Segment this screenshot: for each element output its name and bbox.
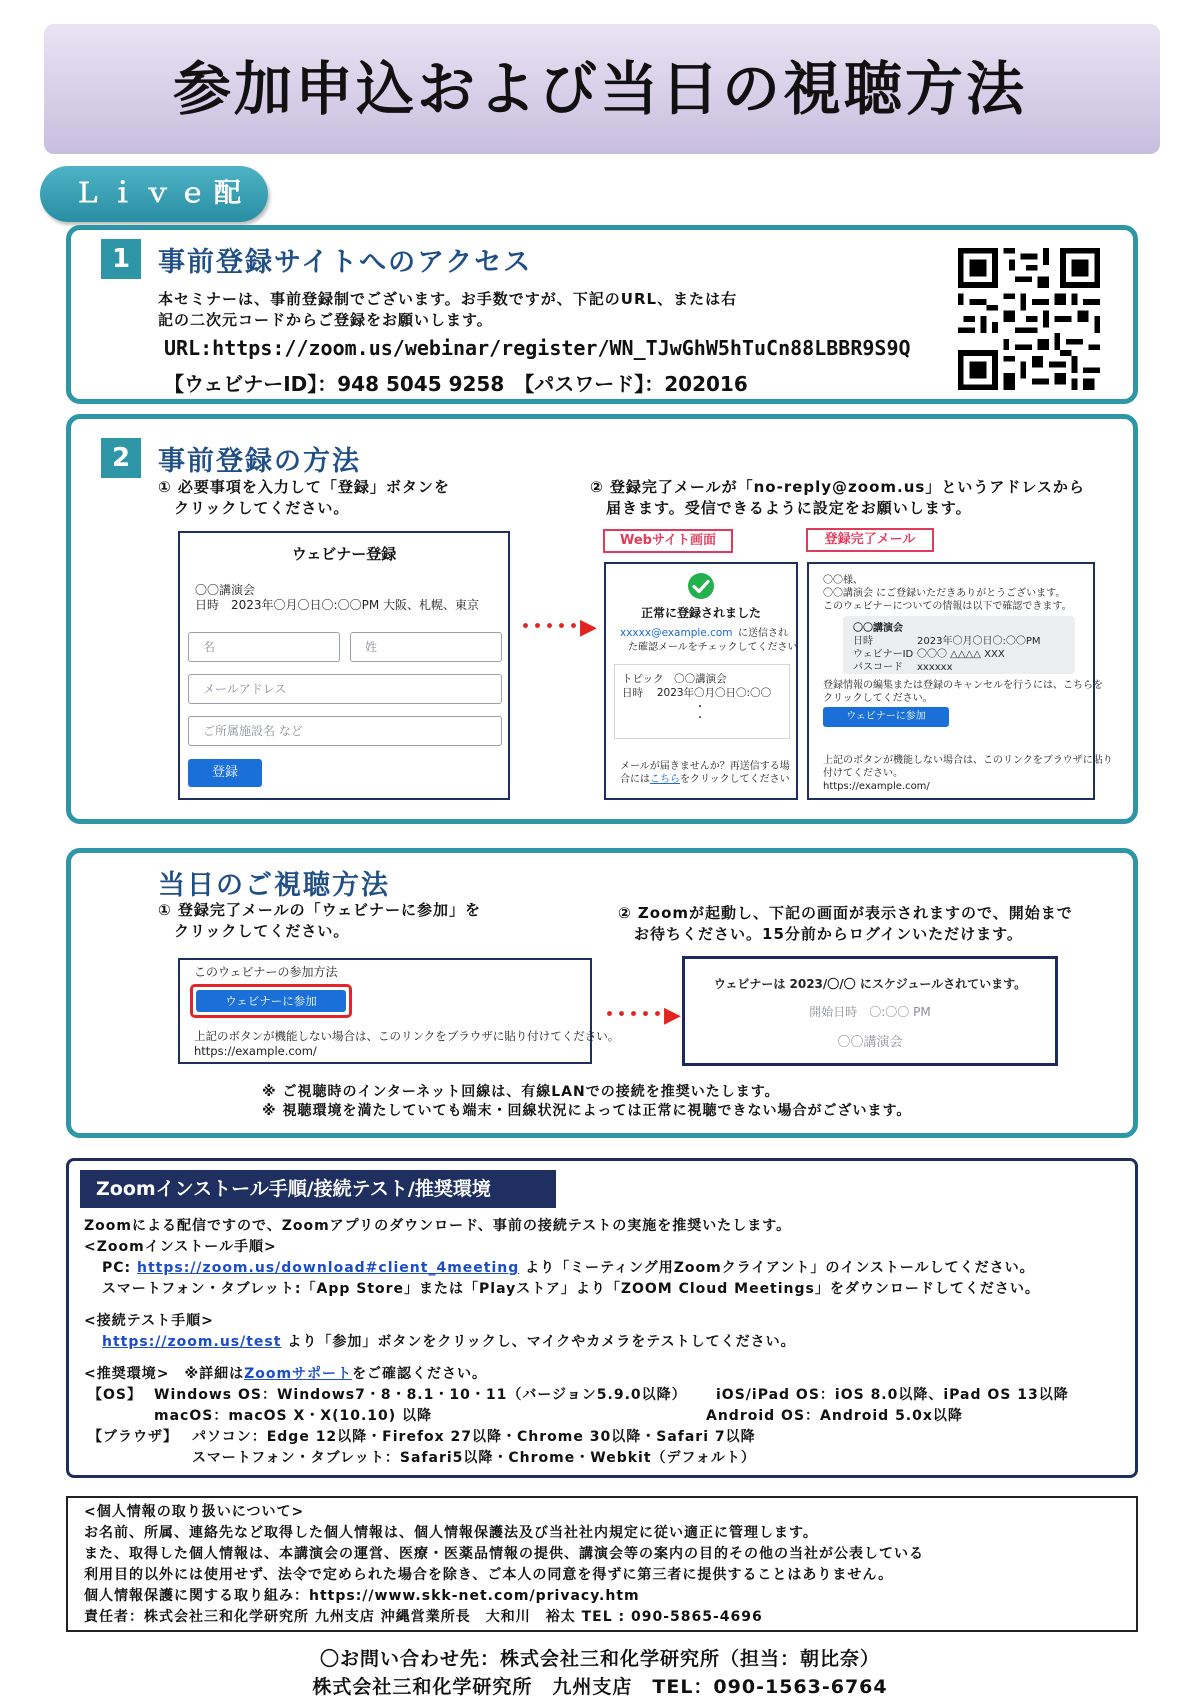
- web-screen-mock: [604, 562, 798, 800]
- os-ios: iOS/iPad OS：iOS 8.0以降、iPad OS 13以降: [716, 1387, 1069, 1403]
- arrow-icon: ･････▶: [604, 1003, 682, 1028]
- join-fallback-url[interactable]: https://example.com/: [194, 1044, 317, 1058]
- step-text: クリックしてください。: [158, 499, 350, 517]
- intro-text: 本セミナーは、事前登録制でございます。お手数ですが、下記のURL、または右: [158, 290, 738, 308]
- web-dots: ・: [695, 702, 705, 713]
- privacy-text: 利用目的以外には使用せず、法令で定められた場合を除き、ご本人の同意を得ずに第三者に提供することはありません。: [84, 1567, 894, 1583]
- env-heading: <推奨環境> ※詳細は: [84, 1366, 245, 1382]
- sp-install-line: スマートフォン・タブレット:「App Store」または「Playストア」より「ZOOM Cloud Meetings」をダウンロードしてください。: [102, 1281, 1040, 1297]
- browser-label: 【ブラウザ】: [88, 1429, 178, 1445]
- mail-tag: 登録完了メール: [806, 528, 934, 552]
- privacy-text: 個人情報保護に関する取り組み：https://www.skk-net.com/privacy.htm: [84, 1588, 640, 1604]
- zoom-scheduled-text: ウェビナーは 2023/〇/〇 にスケジュールされています。: [713, 977, 1027, 991]
- last-name-field[interactable]: 姓: [350, 632, 502, 662]
- mail-cancel-text: クリックしてください。: [823, 693, 933, 704]
- pc-label: PC:: [102, 1260, 132, 1276]
- env-heading-rest: をご確認ください。: [352, 1366, 488, 1382]
- env-heading-line: [84, 1364, 487, 1385]
- mail-thanks: 〇〇講演会 にご登録いただきありがとうございます。: [823, 588, 1066, 599]
- contact-line: 〇お問い合わせ先：株式会社三和化学研究所（担当：朝比奈）: [319, 1648, 880, 1670]
- mail-fallback-text: 上記のボタンが機能しない場合は、このリンクをブラウザに貼り: [823, 755, 1113, 766]
- os-android: Android OS：Android 5.0x以降: [706, 1408, 963, 1424]
- email-field[interactable]: メールアドレス: [188, 674, 502, 704]
- os-windows: Windows OS：Windows7・8・8.1・10・11（バージョン5.9.0以降）: [154, 1387, 687, 1403]
- mail-join-button[interactable]: ウェビナーに参加: [823, 707, 949, 727]
- form-date: 日時 2023年〇月〇日〇:〇〇PM 大阪、札幌、東京: [195, 598, 479, 612]
- intro-text: 記の二次元コードからご登録をお願いします。: [158, 311, 493, 329]
- browser-pc: パソコン：Edge 12以降・Firefox 27以降・Chrome 30以降・Safari 7以降: [192, 1429, 756, 1445]
- mail-fallback-url[interactable]: https://example.com/: [823, 781, 930, 792]
- section-title: 当日のご視聴方法: [158, 870, 390, 901]
- mail-date-label: 日時: [853, 636, 873, 647]
- mail-mock: [807, 562, 1113, 800]
- viewing-note: ※ ご視聴時のインターネット回線は、有線LANでの接続を推奨いたします。: [262, 1084, 780, 1100]
- live-tag: Ｌｉｖｅ配: [40, 166, 268, 222]
- pc-install-line: [102, 1258, 1035, 1279]
- section-title: 事前登録の方法: [158, 446, 361, 477]
- web-resend-link[interactable]: こちら: [650, 774, 680, 785]
- web-sent-text: に送信され: [738, 628, 788, 639]
- os-mac: macOS：macOS X・X(10.10) 以降: [154, 1408, 433, 1424]
- mail-id-label: ウェビナーID: [853, 649, 914, 660]
- install-heading: <Zoomインストール手順>: [84, 1239, 277, 1255]
- section-number: 1: [101, 239, 141, 279]
- facility-field[interactable]: ご所属施設名 など: [188, 716, 502, 746]
- pc-install-text: より「ミーティング用Zoomクライアント」のインストールしてください。: [525, 1260, 1035, 1276]
- zoom-support-link[interactable]: Zoomサポート: [244, 1366, 353, 1382]
- privacy-text: また、取得した個人情報は、本講演会の運営、医療・医薬品情報の提供、講演会等の案内の目的その他の当社が公表している: [84, 1546, 924, 1562]
- section-title: 事前登録サイトへのアクセス: [158, 247, 533, 278]
- webinar-id: 【ウェビナーID】：948 5045 9258 【パスワード】：202016: [164, 372, 748, 396]
- zoom-waiting-screen: [682, 956, 1058, 1066]
- browser-sp: スマートフォン・タブレット：Safari5以降・Chrome・Webkit（デフォルト）: [192, 1450, 756, 1466]
- mail-fallback-text: 付けてください。: [823, 768, 903, 779]
- mail-date-value: 2023年〇月〇日〇:〇〇PM: [917, 636, 1041, 647]
- web-resend-suffix: をクリックしてください: [680, 774, 790, 785]
- web-resend-prefix: 合には: [620, 774, 650, 785]
- step-text: 届きます。受信できるように設定をお願いします。: [590, 499, 972, 517]
- mail-info: このウェビナーについての情報は以下で確認できます。: [823, 601, 1072, 612]
- first-name-field[interactable]: 名: [188, 632, 340, 662]
- step-text: ② 登録完了メールが「no-reply@zoom.us」というアドレスから: [590, 478, 1085, 496]
- web-status: 正常に登録されました: [640, 606, 761, 620]
- install-intro: Zoomによる配信ですので、Zoomアプリのダウンロード、事前の接続テストの実施を推奨いたします。: [84, 1218, 792, 1234]
- join-fallback-text: 上記のボタンが機能しない場合は、このリンクをブラウザに貼り付けてください。: [194, 1029, 620, 1043]
- web-screen-tag: Webサイト画面: [603, 529, 733, 553]
- web-email-link[interactable]: xxxxx@example.com: [620, 627, 733, 639]
- mail-pass-label: パスコード: [853, 662, 903, 673]
- join-heading: このウェビナーの参加方法: [194, 965, 338, 979]
- step-text: クリックしてください。: [158, 922, 350, 940]
- form-event: 〇〇講演会: [195, 583, 256, 597]
- web-sent-text: た確認メールをチェックしてください: [628, 642, 798, 653]
- step-text: ② Zoomが起動し、下記の画面が表示されますので、開始まで: [618, 904, 1073, 922]
- arrow-icon: ･････▶: [520, 615, 598, 640]
- mail-id-value: 〇〇〇 △△△△ XXX: [917, 649, 1005, 660]
- mail-event: 〇〇講演会: [853, 623, 903, 634]
- os-label: 【OS】: [88, 1387, 142, 1403]
- test-line: [102, 1332, 796, 1353]
- join-webinar-button[interactable]: ウェビナーに参加: [196, 990, 346, 1012]
- viewing-note: ※ 視聴環境を満たしていても端末・回線状況によっては正常に視聴できない場合がございます。: [262, 1103, 912, 1119]
- privacy-text: お名前、所属、連絡先など取得した個人情報は、個人情報保護法及び当社社内規定に従い適正に管理します。: [84, 1525, 818, 1541]
- zoom-test-link[interactable]: https://zoom.us/test: [102, 1334, 282, 1350]
- join-instructions-box: [178, 958, 620, 1064]
- privacy-heading: <個人情報の取り扱いについて>: [84, 1504, 305, 1520]
- mail-pass-value: xxxxxx: [917, 662, 953, 673]
- zoom-start-time: 開始日時 〇:〇〇 PM: [809, 1005, 931, 1019]
- privacy-text: 責任者：株式会社三和化学研究所 九州支店 沖縄営業所長 大和川 裕太 TEL : 090-5865-4696: [84, 1609, 763, 1625]
- page-title: 参加申込および当日の視聴方法: [172, 55, 1027, 123]
- contact-line: 株式会社三和化学研究所 九州支店 TEL：090-1563-6764: [312, 1676, 888, 1698]
- test-heading: <接続テスト手順>: [84, 1313, 214, 1329]
- form-title: ウェビナー登録: [291, 545, 397, 563]
- step-text: ① 登録完了メールの「ウェビナーに参加」を: [158, 901, 482, 919]
- section-number: 2: [101, 438, 141, 478]
- zoom-event-name: 〇〇講演会: [837, 1035, 903, 1050]
- step-text: ① 必要事項を入力して「登録」ボタンを: [158, 478, 450, 496]
- web-topic: トピック 〇〇講演会: [622, 673, 727, 685]
- web-date: 日時 2023年〇月〇日〇:〇〇: [622, 687, 772, 699]
- registration-url[interactable]: URL:https://zoom.us/webinar/register/WN_TJwGhW5hTuCn88LBBR9S9Q: [164, 336, 911, 360]
- web-resend-text: [620, 772, 790, 787]
- success-check-icon: [687, 572, 715, 600]
- zoom-download-link[interactable]: https://zoom.us/download#client_4meeting: [137, 1260, 520, 1276]
- install-section-title: Zoomインストール手順/接続テスト/推奨環境: [80, 1170, 556, 1208]
- register-button[interactable]: 登録: [188, 759, 262, 787]
- test-text: より「参加」ボタンをクリックし、マイクやカメラをテストしてください。: [287, 1334, 796, 1350]
- webinar-registration-form: [178, 531, 510, 800]
- mail-cancel-text: 登録情報の編集または登録のキャンセルを行うには、こちらを: [823, 680, 1103, 691]
- qr-code-icon[interactable]: [958, 248, 1100, 390]
- web-resend-text: メールが届きませんか？再送信する場: [620, 761, 790, 772]
- mail-greeting: 〇〇様、: [823, 575, 863, 586]
- web-dots: ・: [695, 713, 705, 724]
- step-text: お待ちください。15分前からログインいただけます。: [618, 925, 1023, 943]
